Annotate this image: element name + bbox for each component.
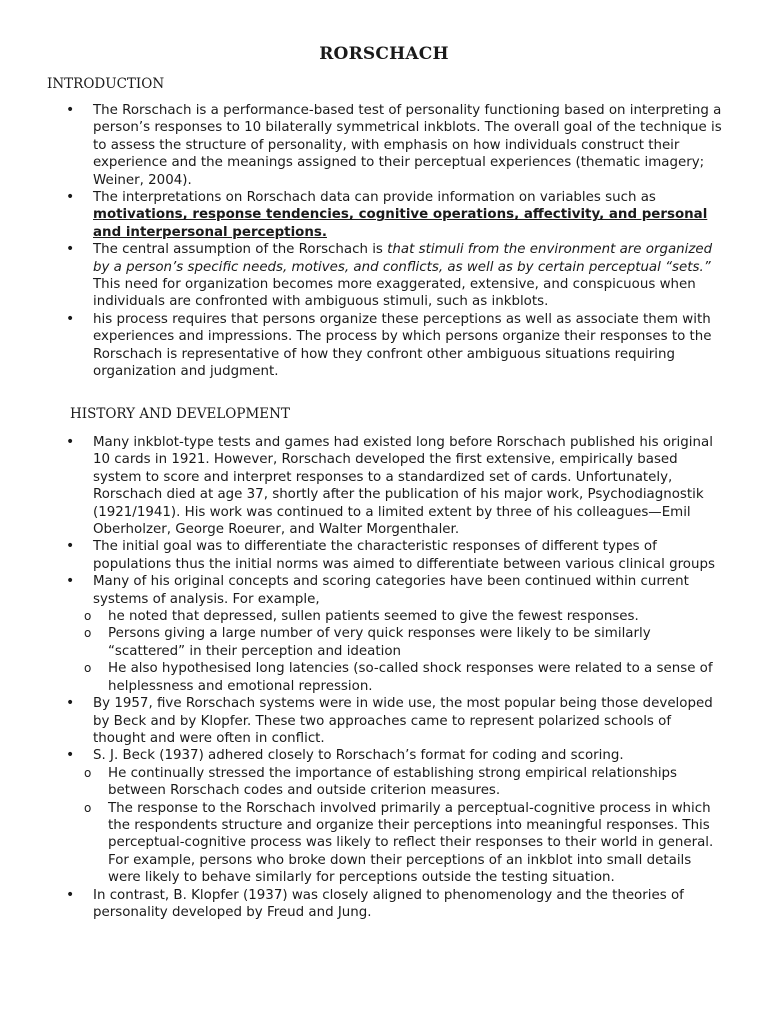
introduction-heading: INTRODUCTION [47, 76, 165, 92]
sub-list [62, 765, 722, 887]
document-title: RORSCHACH [319, 44, 449, 64]
emphasized-text: motivations, response tendencies, cognitive operations, affectivity, and personal and interpersonal perceptions. [93, 207, 708, 240]
sub-list-item [62, 765, 722, 800]
bullet-text: The initial goal was to differentiate the characteristic responses of different types of populations thus the initial norms was aimed to differentiate between various clinical groups [93, 539, 715, 572]
bullet-text: The Rorschach is a performance-based test of personality functioning based on interpreting a person’s responses to 10 bilaterally symmetrical inkblots. The overall goal of the technique is to assess the structure of personality, with emphasis on how individuals construct their experience and the meanings assigned to their perceptual experiences (thematic imagery; Weiner, 2004). [93, 103, 722, 188]
list-item [62, 241, 722, 311]
sub-item-text: He continually stressed the importance of establishing strong empirical relationships between Rorschach codes and outside criterion measures. [108, 765, 678, 799]
list-item [62, 695, 722, 747]
sub-list [62, 608, 722, 695]
bullet-text: The interpretations on Rorschach data can provide information on variables such as [93, 190, 656, 206]
bullet-text: S. J. Beck (1937) adhered closely to Rorschach’s format for coding and scoring. [93, 748, 624, 764]
sub-item-text: The response to the Rorschach involved primarily a perceptual-cognitive process in which the respondents structure and organize their perceptions into meaningful responses. This perceptual-cognitive process was likely to reflect their responses to their world in general. For example, persons who broke down their perceptions of an inkblot into small details were likely to behave similarly for perceptions outside the testing situation. [108, 800, 714, 886]
list-item [62, 887, 722, 922]
bullet-text: In contrast, B. Klopfer (1937) was closely aligned to phenomenology and the theories of personality developed by Freud and Jung. [93, 887, 684, 920]
sub-item-text: Persons giving a large number of very quick responses were likely to be similarly “scattered” in their perception and ideation [108, 626, 651, 659]
introduction-list [62, 102, 722, 381]
bullet-text: Many of his original concepts and scoring categories have been continued within current systems of analysis. For example, [93, 574, 689, 607]
list-item [62, 747, 722, 886]
italic-text: that stimuli from the environment are organized by a person’s specific needs, motives, and conflicts, as well as by certain perceptual “sets.” [93, 242, 713, 275]
sub-list-item [62, 800, 722, 887]
sub-item-text: he noted that depressed, sullen patients seemed to give the fewest responses. [108, 609, 639, 625]
history-list [62, 434, 722, 921]
list-item [62, 434, 722, 538]
list-item [62, 102, 722, 189]
sub-item-text: He also hypothesised long latencies (so-called shock responses were related to a sense of helplessness and emotional repression. [108, 661, 713, 694]
list-item [62, 538, 722, 573]
bullet-text-continued: This need for organization becomes more exaggerated, extensive, and conspicuous when individuals are confronted with ambiguous stimuli, such as inkblots. [93, 277, 696, 310]
bullet-text: Many inkblot-type tests and games had existed long before Rorschach published his original 10 cards in 1921. However, Rorschach developed the first extensive, empirically based system to score and interpret responses to a standardized set of cards. Unfortunately, Rorschach died at age 37, shortly after the publication of his major work, Psychodiagnostik (1921/1941). His work was continued to a limited extent by three of his colleagues—Emil Oberholzer, George Roeurer, and Walter Morgenthaler. [93, 435, 713, 538]
sub-list-item [62, 660, 722, 695]
bullet-text: By 1957, five Rorschach systems were in wide use, the most popular being those developed by Beck and by Klopfer. These two approaches came to represent polarized schools of thought and were often in conflict. [93, 696, 713, 746]
list-item [62, 311, 722, 381]
list-item [62, 189, 722, 241]
bullet-text: his process requires that persons organize these perceptions as well as associate them with experiences and impressions. The process by which persons organize their responses to the Rorschach is representative of how they confront other ambiguous situations requiring organization and judgment. [93, 311, 712, 380]
sub-list-item [62, 608, 722, 625]
sub-list-item [62, 625, 722, 660]
bullet-text: The central assumption of the Rorschach is [93, 242, 388, 258]
history-heading: HISTORY AND DEVELOPMENT [70, 406, 290, 422]
list-item [62, 573, 722, 695]
